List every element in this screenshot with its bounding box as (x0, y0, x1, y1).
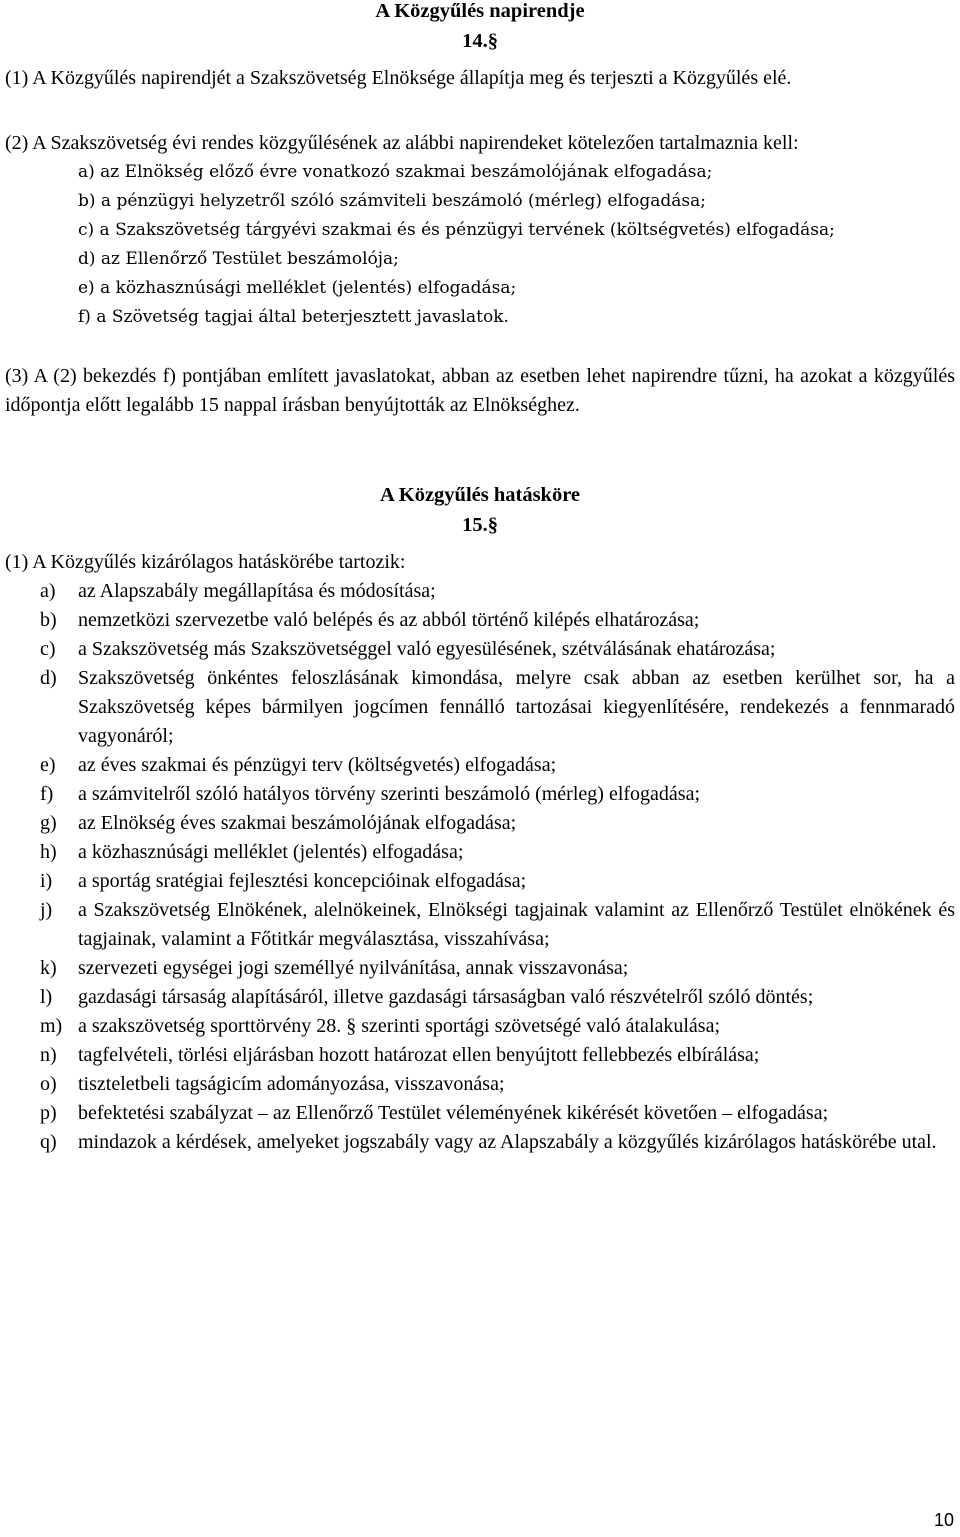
power-item-label: c) (40, 638, 56, 660)
power-item (5, 635, 955, 664)
power-item-text: befektetési szabályzat – az Ellenőrző Testület véleményének kikérését követően – elfogadása; (78, 1102, 829, 1124)
power-item (5, 809, 955, 838)
power-item (5, 1012, 955, 1041)
section-14-paragraph-1: (1) A Közgyűlés napirendjét a Szakszövetség Elnöksége állapítja meg és terjeszti a Közgyűlés elé. (5, 67, 792, 89)
power-item-label: m) (40, 1015, 63, 1037)
power-item-label: f) (40, 783, 54, 805)
section-15-powers-list (5, 577, 955, 1157)
power-item-text: tagfelvételi, törlési eljárásban hozott határozat ellen benyújtott fellebbezés elbírálása; (78, 1044, 760, 1066)
power-item-text: az Alapszabály megállapítása és módosítása; (78, 580, 436, 602)
power-item-label: n) (40, 1044, 57, 1066)
agenda-item-d: d) az Ellenőrző Testület beszámolója; (78, 249, 399, 269)
power-item-label: k) (40, 957, 57, 979)
section-15-heading: A Közgyűlés hatásköre (379, 484, 581, 506)
power-item-text: az éves szakmai és pénzügyi terv (költségvetés) elfogadása; (78, 754, 557, 776)
power-item-label: o) (40, 1073, 57, 1095)
section-15-number: 15.§ (462, 514, 498, 536)
power-item (5, 780, 955, 809)
section-14-number: 14.§ (462, 30, 498, 52)
power-item-label: d) (40, 667, 57, 689)
power-item-label: h) (40, 841, 57, 863)
power-item-text: szervezeti egységei jogi személlyé nyilvánítása, annak visszavonása; (78, 957, 629, 979)
section-14-paragraph-3: (3) A (2) bekezdés f) pontjában említett javaslatokat, abban az esetben lehet napirendre tűzni, ha azokat a közgyűlés időpontja előtt legalább 15 nappal írásban benyújtották az Elnökséghez. (5, 365, 955, 416)
section-15-intro: (1) A Közgyűlés kizárólagos hatáskörébe tartozik: (5, 551, 406, 573)
power-item-label: q) (40, 1131, 57, 1153)
power-item-label: p) (40, 1102, 57, 1124)
power-item-text: Szakszövetség önkéntes feloszlásának kimondása, melyre csak abban az esetben kerülhet sor, ha a Szakszövetség képes bármilyen jogcímen fennálló tartozásai kiegyenlítésére, rendekezés a fennmaradó vagyonáról; (78, 667, 955, 747)
power-item-label: g) (40, 812, 57, 834)
agenda-item-e: e) a közhasznúsági melléklet (jelentés) elfogadása; (78, 278, 517, 298)
agenda-item-c: c) a Szakszövetség tárgyévi szakmai és és pénzügyi tervének (költségvetés) elfogadása; (78, 220, 835, 240)
section-14-heading: A Közgyűlés napirendje (375, 0, 585, 22)
power-item (5, 751, 955, 780)
agenda-item-b: b) a pénzügyi helyzetről szóló számviteli beszámoló (mérleg) elfogadása; (78, 191, 707, 211)
section-14-paragraph-2-intro: (2) A Szakszövetség évi rendes közgyűlésének az alábbi napirendeket kötelezően tartalmaznia kell: (5, 132, 799, 154)
power-item-text: nemzetközi szervezetbe való belépés és az abból történő kilépés elhatározása; (78, 609, 700, 631)
agenda-item-f: f) a Szövetség tagjai által beterjesztett javaslatok. (78, 307, 509, 327)
power-item-label: b) (40, 609, 57, 631)
power-item (5, 954, 955, 983)
section-14-agenda-list (5, 158, 955, 332)
power-item (5, 983, 955, 1012)
power-item (5, 896, 955, 954)
document-page (5, 0, 955, 1157)
power-item (5, 606, 955, 635)
power-item (5, 838, 955, 867)
power-item-text: tiszteletbeli tagságicím adományozása, visszavonása; (78, 1073, 505, 1095)
power-item (5, 1099, 955, 1128)
power-item-text: mindazok a kérdések, amelyeket jogszabály vagy az Alapszabály a közgyűlés kizárólagos hatáskörébe utal. (78, 1131, 937, 1153)
power-item-text: a számvitelről szóló hatályos törvény szerinti beszámoló (mérleg) elfogadása; (78, 783, 701, 805)
power-item-label: a) (40, 580, 56, 602)
power-item (5, 1041, 955, 1070)
power-item-text: a közhasznúsági melléklet (jelentés) elfogadása; (78, 841, 464, 863)
power-item-text: a Szakszövetség Elnökének, alelnökeinek, Elnökségi tagjainak valamint az Ellenőrző Testület elnökének és tagjainak, valamint a Főtitkár megválasztása, visszahívása; (78, 899, 955, 950)
power-item-label: j) (40, 899, 53, 921)
power-item (5, 1070, 955, 1099)
power-item-text: a sportág sratégiai fejlesztési koncepcióinak elfogadása; (78, 870, 527, 892)
power-item-text: a Szakszövetség más Szakszövetséggel való egyesülésének, szétválásának ehatározása; (78, 638, 776, 660)
power-item-text: az Elnökség éves szakmai beszámolójának elfogadása; (78, 812, 517, 834)
agenda-item-a: a) az Elnökség előző évre vonatkozó szakmai beszámolójának elfogadása; (78, 162, 713, 182)
power-item (5, 1128, 955, 1157)
page-number: 10 (933, 1510, 954, 1530)
power-item (5, 577, 955, 606)
power-item-text: gazdasági társaság alapításáról, illetve gazdasági társaságban való részvételről szóló döntés; (78, 986, 814, 1008)
power-item-label: i) (40, 870, 53, 892)
power-item-label: e) (40, 754, 56, 776)
power-item-text: a szakszövetség sporttörvény 28. § szerinti sportági szövetségé való átalakulása; (78, 1015, 721, 1037)
power-item-label: l) (40, 986, 53, 1008)
power-item (5, 867, 955, 896)
power-item (5, 664, 955, 751)
